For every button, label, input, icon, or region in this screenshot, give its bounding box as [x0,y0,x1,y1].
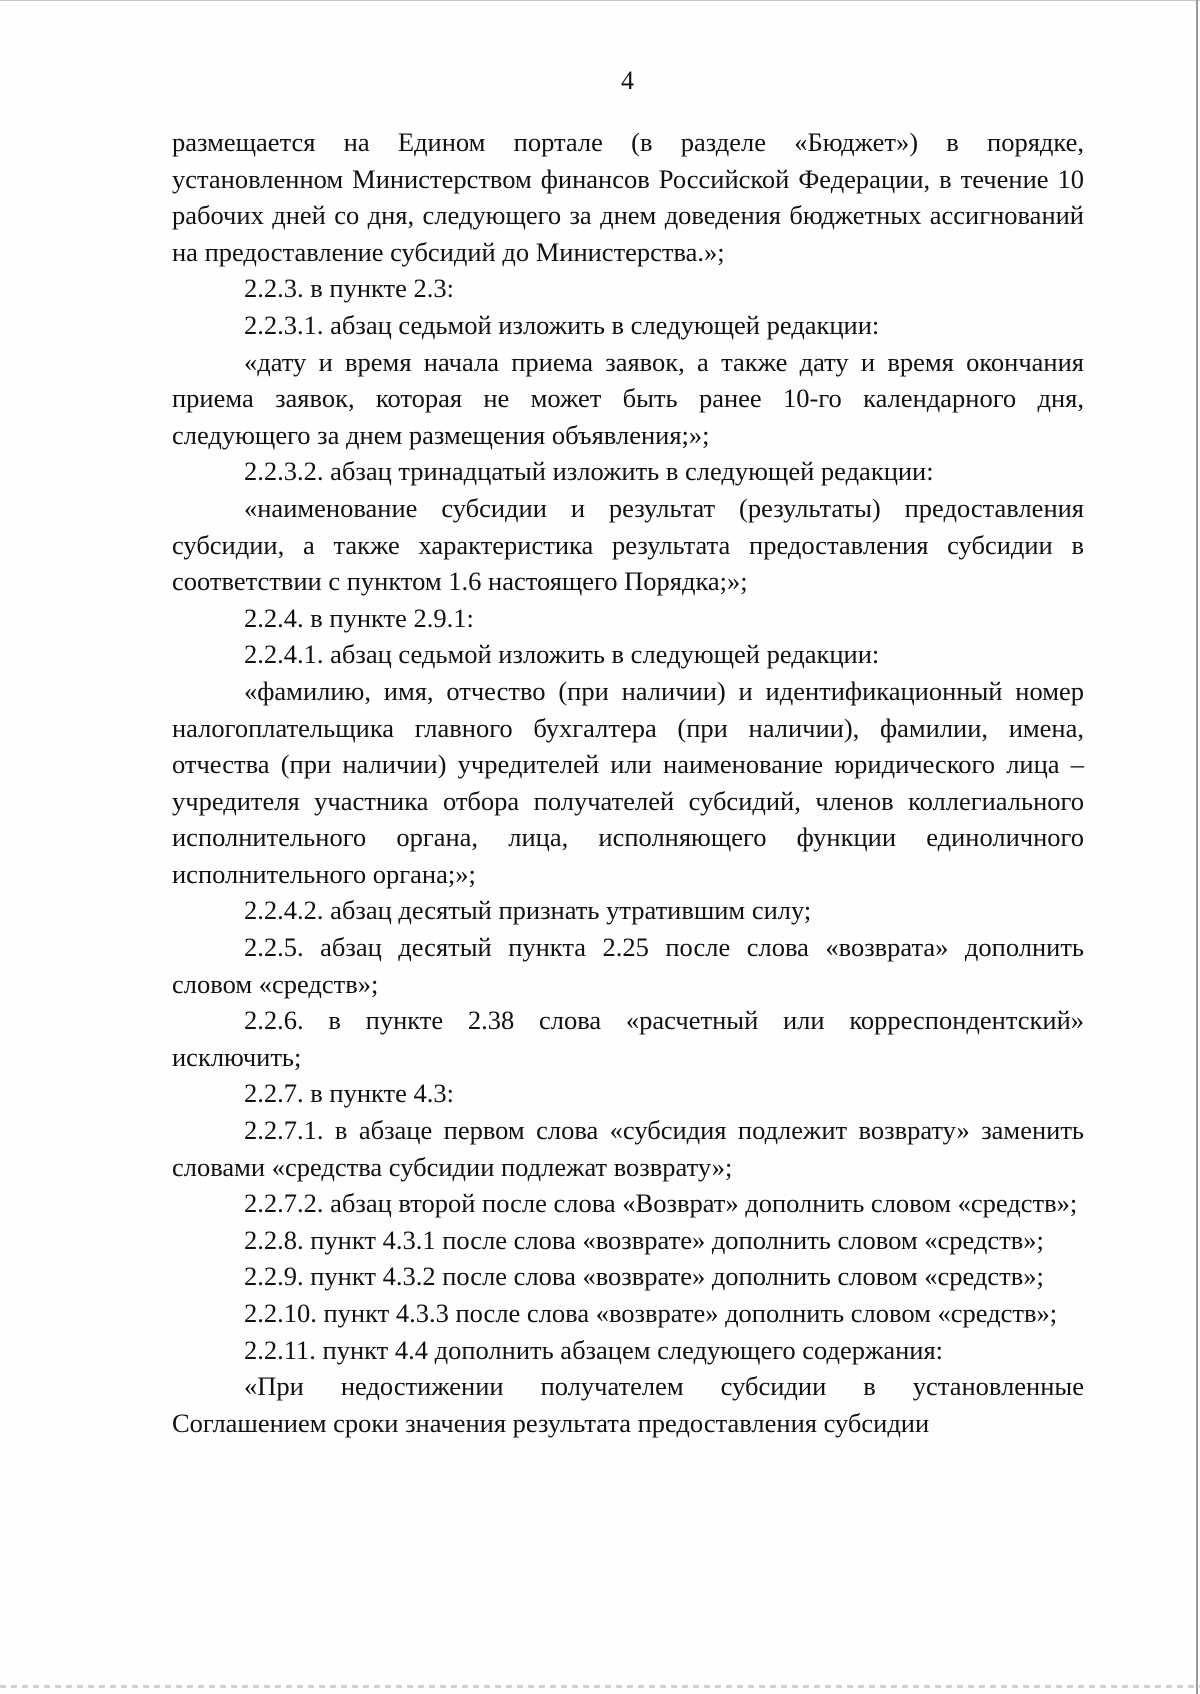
paragraph: 2.2.7. в пункте 4.3: [244,1078,454,1109]
scan-top-edge [0,0,1200,1]
paragraph: 2.2.8. пункт 4.3.1 после слова «возврате» дополнить словом «средств»; [244,1224,1044,1255]
paragraph: 2.2.3. в пункте 2.3: [244,273,454,304]
scan-right-edge [1196,0,1198,1694]
paragraph: 2.2.7.2. абзац второй после слова «Возврат» дополнить словом «средств»; [244,1188,1078,1219]
paragraph: «фамилию, имя, отчество (при наличии) и идентификационный номер налогоплательщика главного бухгалтера (при наличии), фамилии, имена, отчества (при наличии) учредителей или наименование юридического лица – учредителя участника отбора получателей субсидий, членов коллегиального исполнительного органа, лица, исполняющего функции единоличного исполнительного органа;»; [172,675,1084,889]
paragraph: 2.2.3.2. абзац тринадцатый изложить в следующей редакции: [244,456,934,487]
paragraph: «наименование субсидии и результат (результаты) предоставления субсидии, а также характеристика результата предоставления субсидии в соответствии с пунктом 1.6 настоящего Порядка;»; [172,492,1084,597]
paragraph: 2.2.7.1. в абзаце первом слова «субсидия подлежит возврату» заменить словами «средства субсидии подлежат возврату»; [172,1115,1084,1182]
paragraph: 2.2.5. абзац десятый пункта 2.25 после слова «возврата» дополнить словом «средств»; [172,932,1084,999]
paragraph: 2.2.4. в пункте 2.9.1: [244,602,474,633]
document-body [172,124,1084,1441]
paragraph: 2.2.10. пункт 4.3.3 после слова «возврате» дополнить словом «средств»; [244,1298,1058,1328]
paragraph: 2.2.4.2. абзац десятый признать утратившим силу; [244,895,812,926]
paragraph: 2.2.3.1. абзац седьмой изложить в следующей редакции: [244,309,880,340]
paragraph: «При недостижении получателем субсидии в установленные Соглашением сроки значения результата предоставления субсидии [172,1371,1084,1438]
page-number: 4 [621,66,634,95]
paragraph: размещается на Едином портале (в разделе «Бюджет») в порядке, установленном Министерством финансов Российской Федерации, в течение 10 рабочих дней со дня, следующего за днем доведения бюджетных ассигнований на предоставление субсидий до Министерства.»; [172,127,1084,267]
paragraph: 2.2.6. в пункте 2.38 слова «расчетный или корреспондентский» исключить; [172,1005,1084,1072]
scan-bottom-edge [0,1685,1200,1688]
paragraph: 2.2.11. пункт 4.4 дополнить абзацем следующего содержания: [244,1334,944,1365]
paragraph: «дату и время начала приема заявок, а также дату и время окончания приема заявок, которая не может быть ранее 10-го календарного дня, следующего за днем размещения объявления;»; [172,346,1084,450]
paragraph: 2.2.4.1. абзац седьмой изложить в следующей редакции: [244,639,880,670]
paragraph: 2.2.9. пункт 4.3.2 после слова «возврате» дополнить словом «средств»; [244,1261,1044,1292]
